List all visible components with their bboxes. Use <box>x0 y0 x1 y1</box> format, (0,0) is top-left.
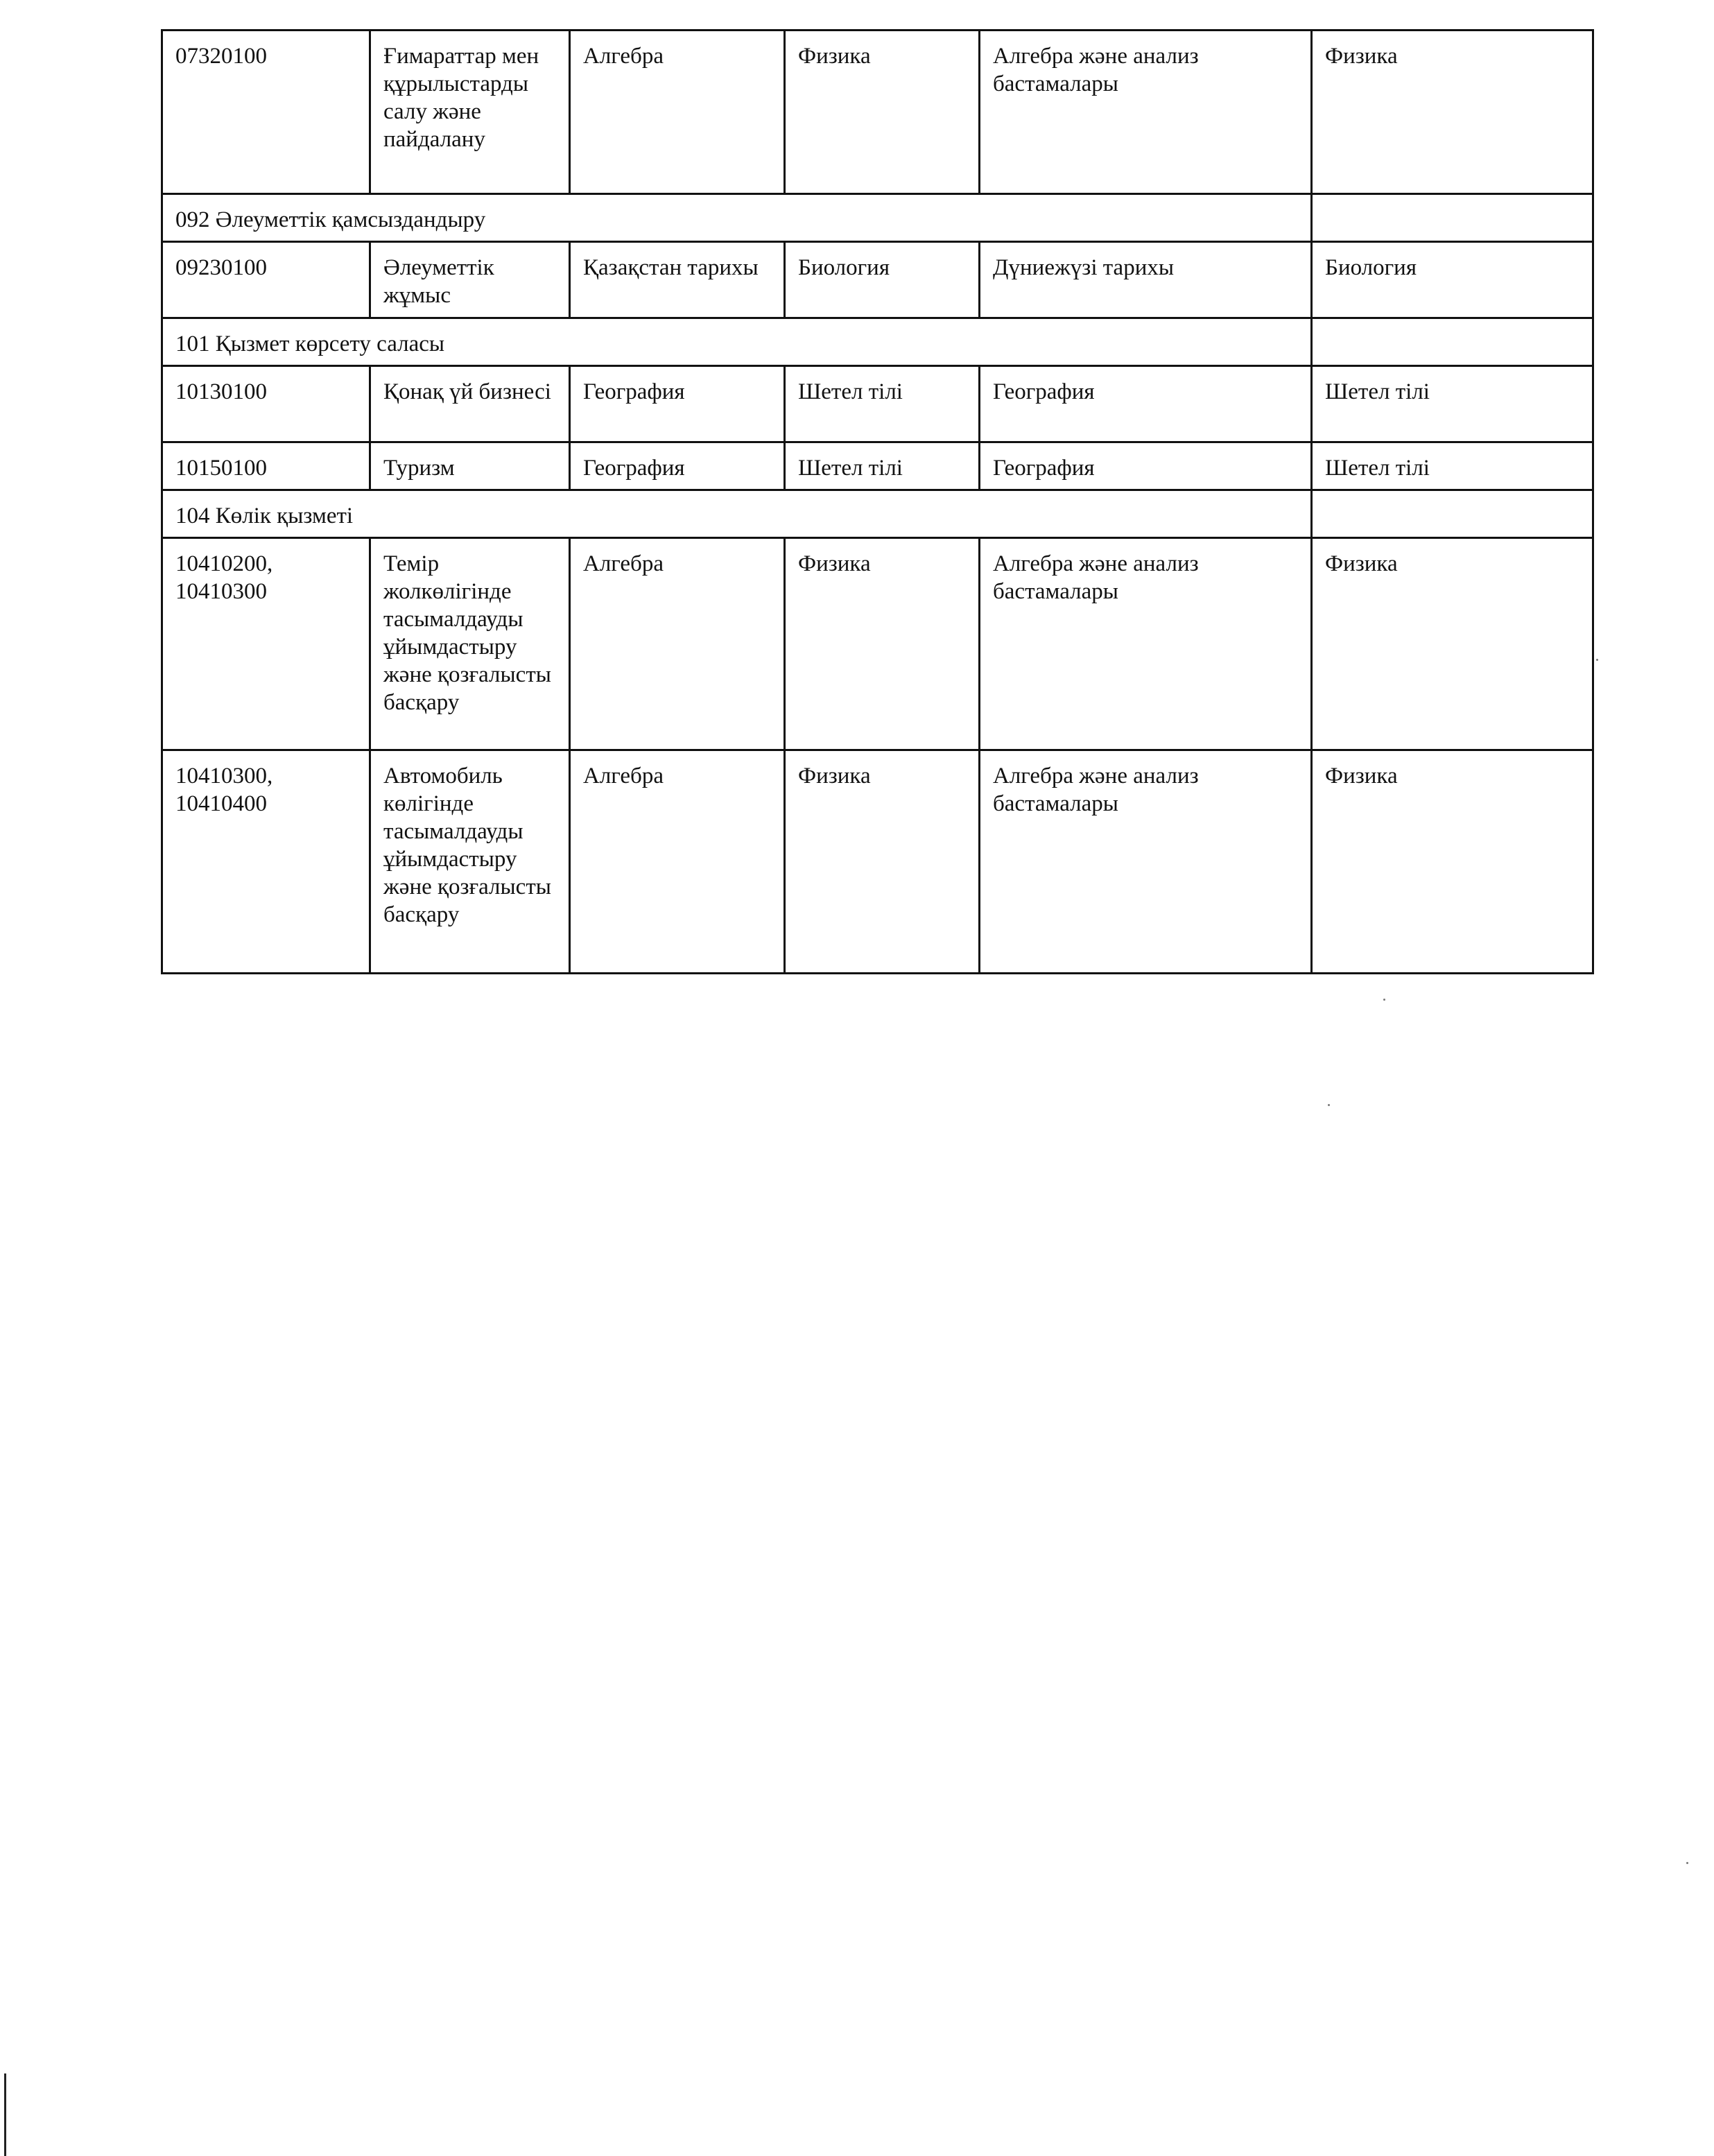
subject-cell: Алгебра және анализ бастамалары <box>980 31 1312 194</box>
subject-cell: География <box>570 366 785 442</box>
subject-cell: Физика <box>1312 750 1593 974</box>
subject-cell: Алгебра және анализ бастамалары <box>980 538 1312 750</box>
subject-cell: Физика <box>785 538 980 750</box>
table-row <box>162 538 1593 750</box>
specialty-name: Темір жолкөлігінде тасымалдауды ұйымдастыру және қозғалысты басқару <box>370 538 570 750</box>
subject-cell: Физика <box>785 750 980 974</box>
subject-cell: Шетел тілі <box>785 442 980 490</box>
subject-cell: Биология <box>785 242 980 318</box>
subject-cell: Алгебра <box>570 538 785 750</box>
specialty-code: 09230100 <box>162 242 370 318</box>
specialty-name: Туризм <box>370 442 570 490</box>
group-row <box>162 318 1593 366</box>
specialty-code: 10150100 <box>162 442 370 490</box>
table-row <box>162 242 1593 318</box>
scan-speck <box>1686 1862 1688 1864</box>
group-heading: 092 Әлеуметтік қамсыздандыру <box>162 194 1312 242</box>
subject-cell: Алгебра <box>570 750 785 974</box>
subject-cell: Шетел тілі <box>785 366 980 442</box>
subjects-table <box>161 29 1594 974</box>
subject-cell: География <box>980 442 1312 490</box>
specialty-name: Қонақ үй бизнесі <box>370 366 570 442</box>
table-row <box>162 31 1593 194</box>
subject-cell: Қазақстан тарихы <box>570 242 785 318</box>
empty-cell <box>1312 490 1593 538</box>
subject-cell: Физика <box>785 31 980 194</box>
specialty-name: Ғимараттар мен құрылыстарды салу және пайдалану <box>370 31 570 194</box>
scan-speck <box>1383 999 1385 1001</box>
scan-speck <box>1596 659 1598 661</box>
specialty-code: 10410300, 10410400 <box>162 750 370 974</box>
table-row <box>162 366 1593 442</box>
subject-cell: Шетел тілі <box>1312 442 1593 490</box>
scan-speck <box>1328 1104 1330 1106</box>
table-row <box>162 442 1593 490</box>
group-row <box>162 194 1593 242</box>
subject-cell: Физика <box>1312 31 1593 194</box>
empty-cell <box>1312 318 1593 366</box>
subject-cell: Шетел тілі <box>1312 366 1593 442</box>
scan-margin-line <box>4 2073 6 2156</box>
subject-cell: Биология <box>1312 242 1593 318</box>
group-row <box>162 490 1593 538</box>
table-row <box>162 750 1593 974</box>
specialty-code: 10410200, 10410300 <box>162 538 370 750</box>
group-heading: 104 Көлік қызметі <box>162 490 1312 538</box>
subject-cell: Дүниежүзі тарихы <box>980 242 1312 318</box>
specialty-code: 07320100 <box>162 31 370 194</box>
subject-cell: География <box>570 442 785 490</box>
group-heading: 101 Қызмет көрсету саласы <box>162 318 1312 366</box>
subject-cell: Алгебра және анализ бастамалары <box>980 750 1312 974</box>
empty-cell <box>1312 194 1593 242</box>
subject-cell: География <box>980 366 1312 442</box>
specialty-name: Автомобиль көлігінде тасымалдауды ұйымдастыру және қозғалысты басқару <box>370 750 570 974</box>
subject-cell: Физика <box>1312 538 1593 750</box>
specialty-name: Әлеуметтік жұмыс <box>370 242 570 318</box>
specialty-code: 10130100 <box>162 366 370 442</box>
subject-cell: Алгебра <box>570 31 785 194</box>
